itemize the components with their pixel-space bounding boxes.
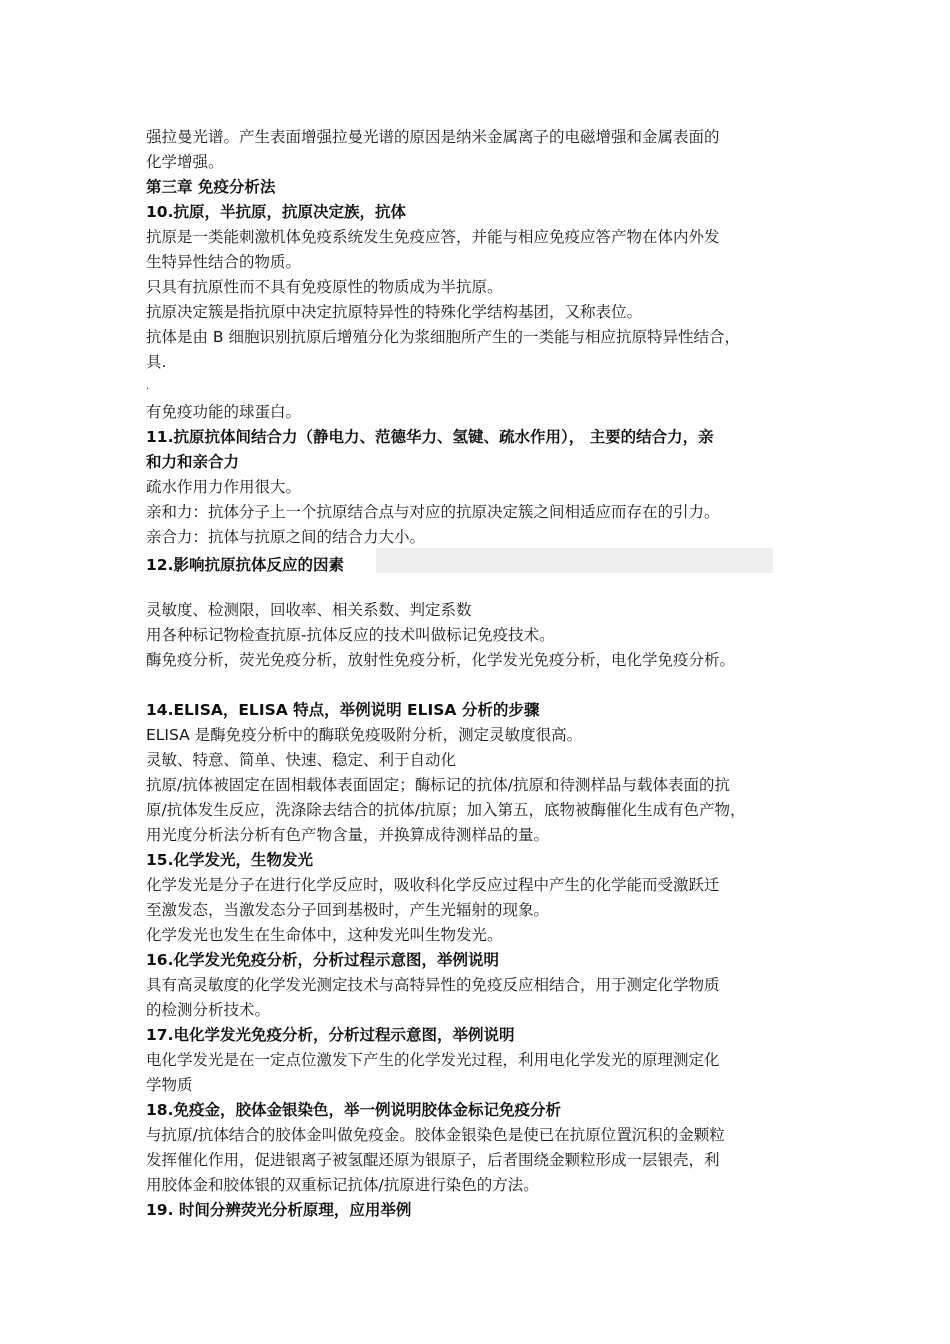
body-line: 与抗原/抗体结合的胶体金叫做免疫金。胶体金银染色是使已在抗原位置沉积的金颗粒 bbox=[146, 1126, 725, 1144]
body-line: 酶免疫分析，荧光免疫分析，放射性免疫分析，化学发光免疫分析，电化学免疫分析。 bbox=[146, 651, 736, 669]
chapter-heading: 第三章 免疫分析法 bbox=[146, 178, 276, 196]
section-heading: 16.化学发光免疫分析，分析过程示意图，举例说明 bbox=[146, 951, 499, 969]
body-line: 生特异性结合的物质。 bbox=[146, 253, 302, 271]
body-line: 的检测分析技术。 bbox=[146, 1001, 271, 1019]
section-heading: 10.抗原，半抗原，抗原决定族，抗体 bbox=[146, 203, 406, 221]
body-line: 用胶体金和胶体银的双重标记抗体/抗原进行染色的方法。 bbox=[146, 1176, 539, 1194]
body-line: 灵敏度、检测限，回收率、相关系数、判定系数 bbox=[146, 601, 472, 619]
section-heading: 12.影响抗原抗体反应的因素 bbox=[146, 556, 344, 574]
section-heading: 15.化学发光，生物发光 bbox=[146, 851, 313, 869]
body-line: 原/抗体发生反应，洗涤除去结合的抗体/抗原；加入第五，底物被酶催化生成有色产物， bbox=[146, 801, 746, 819]
section-heading: 11.抗原抗体间结合力（静电力、范德华力、氢键、疏水作用）， 主要的结合力，亲 bbox=[146, 428, 714, 446]
body-line: 用光度分析法分析有色产物含量，并换算成待测样品的量。 bbox=[146, 826, 550, 844]
section-heading: 14.ELISA，ELISA 特点，举例说明 ELISA 分析的步骤 bbox=[146, 701, 540, 719]
body-line: 抗原是一类能刺激机体免疫系统发生免疫应答，并能与相应免疫应答产物在体内外发 bbox=[146, 228, 720, 246]
body-line: 发挥催化作用，促进银离子被氢醌还原为银原子，后者围绕金颗粒形成一层银壳，利 bbox=[146, 1151, 720, 1169]
body-line: 亲和力：抗体分子上一个抗原结合点与对应的抗原决定簇之间相适应而存在的引力。 bbox=[146, 503, 720, 521]
body-line: 具. bbox=[146, 353, 167, 371]
section-heading: 18.免疫金，胶体金银染色，举一例说明胶体金标记免疫分析 bbox=[146, 1101, 561, 1119]
body-line: 有免疫功能的球蛋白。 bbox=[146, 403, 302, 421]
body-line: ELISA 是酶免疫分析中的酶联免疫吸附分析，测定灵敏度很高。 bbox=[146, 726, 583, 744]
section-heading: 19. 时间分辨荧光分析原理，应用举例 bbox=[146, 1201, 412, 1219]
body-line: 强拉曼光谱。产生表面增强拉曼光谱的原因是纳米金属离子的电磁增强和金属表面的 bbox=[146, 128, 720, 146]
body-line: 至激发态，当激发态分子回到基极时，产生光辐射的现象。 bbox=[146, 901, 550, 919]
body-line: 灵敏、特意、简单、快速、稳定、利于自动化 bbox=[146, 751, 457, 769]
section-heading: 和力和亲合力 bbox=[146, 453, 240, 471]
body-line: 亲合力：抗体与抗原之间的结合力大小。 bbox=[146, 528, 426, 546]
body-line: 抗体是由 B 细胞识别抗原后增殖分化为浆细胞所产生的一类能与相应抗原特异性结合， bbox=[146, 328, 740, 346]
body-line: 用各种标记物检查抗原-抗体反应的技术叫做标记免疫技术。 bbox=[146, 626, 555, 644]
body-line: 抗原/抗体被固定在固相载体表面固定；酶标记的抗体/抗原和待测样品与载体表面的抗 bbox=[146, 776, 730, 794]
section-heading: 17.电化学发光免疫分析，分析过程示意图，举例说明 bbox=[146, 1026, 515, 1044]
body-line: 只具有抗原性而不具有免疫原性的物质成为半抗原。 bbox=[146, 278, 503, 296]
body-line: 具有高灵敏度的化学发光测定技术与高特异性的免疫反应相结合，用于测定化学物质 bbox=[146, 976, 720, 994]
body-line: 化学发光也发生在生命体中，这种发光叫生物发光。 bbox=[146, 926, 503, 944]
body-line: 化学增强。 bbox=[146, 153, 224, 171]
body-line: . bbox=[146, 381, 150, 392]
body-line: 疏水作用力作用很大。 bbox=[146, 478, 302, 496]
body-line: 抗原决定簇是指抗原中决定抗原特异性的特殊化学结构基团，又称表位。 bbox=[146, 303, 643, 321]
body-line: 学物质 bbox=[146, 1076, 193, 1094]
body-line: 化学发光是分子在进行化学反应时，吸收科化学反应过程中产生的化学能而受激跃迁 bbox=[146, 876, 720, 894]
body-line: 电化学发光是在一定点位激发下产生的化学发光过程，利用电化学发光的原理测定化 bbox=[146, 1051, 720, 1069]
shaded-highlight-bar bbox=[376, 548, 773, 573]
